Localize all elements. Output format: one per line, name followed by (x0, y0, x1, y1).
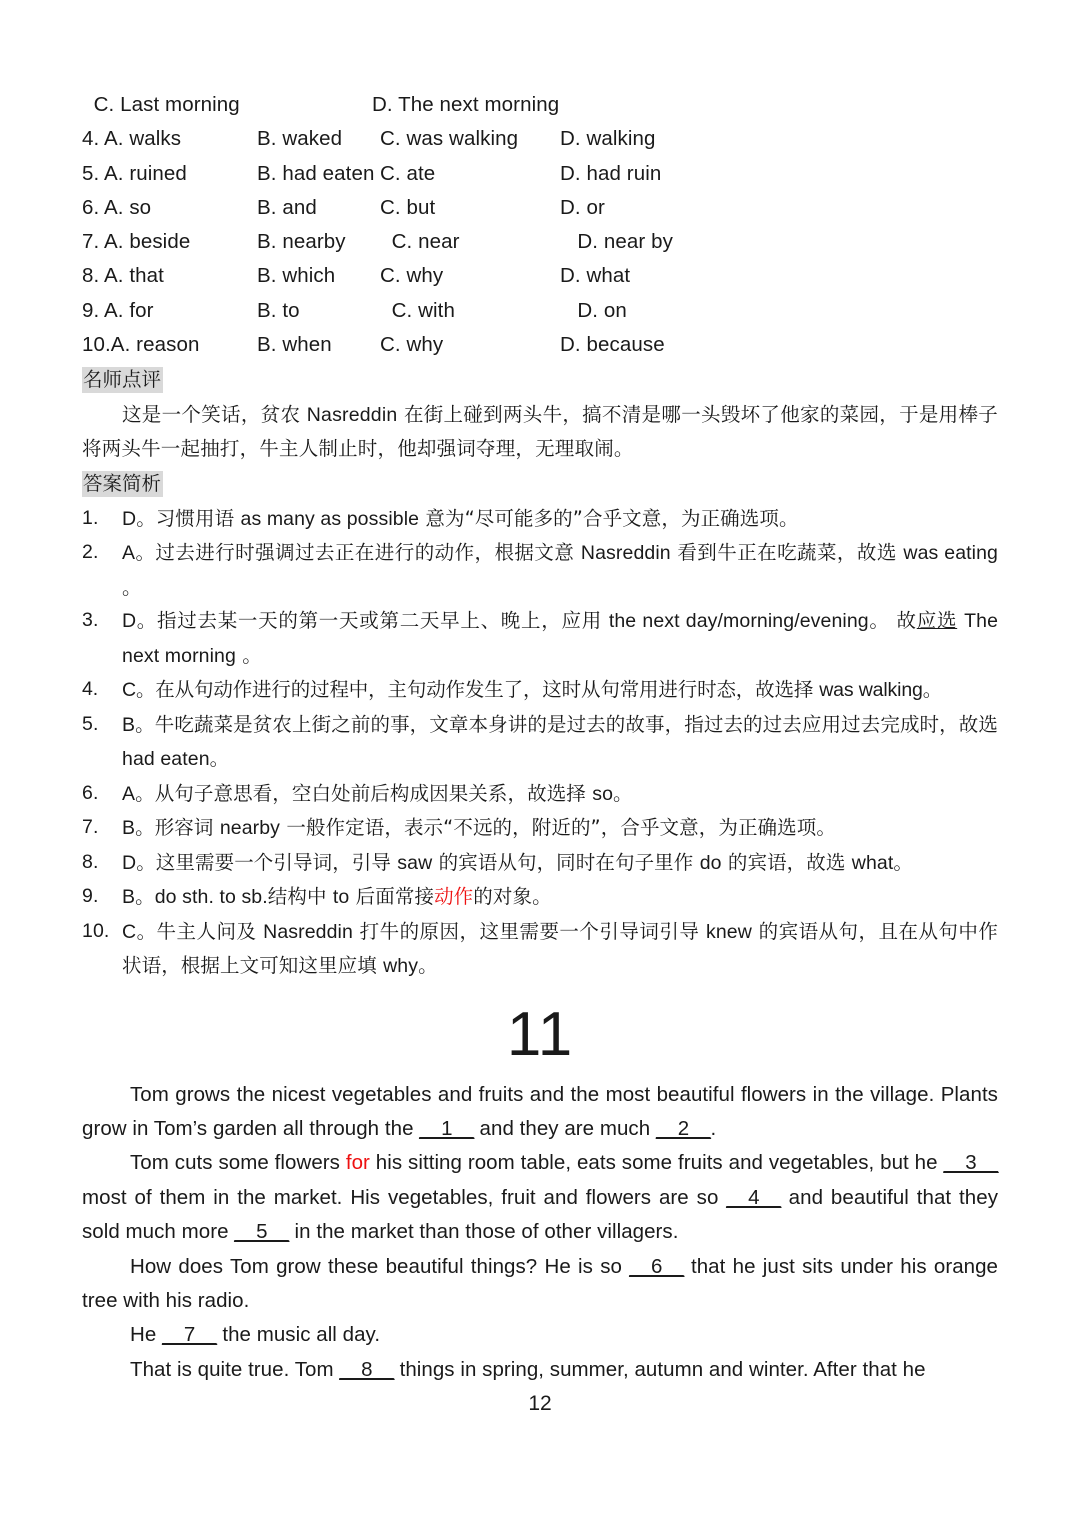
answer-item-segment: 。习惯用语 (136, 506, 241, 530)
answer-item-segment: 。过去进行时强调过去正在进行的动作，根据文意 (135, 541, 581, 565)
answer-item-segment: 。 (418, 954, 438, 978)
answer-analysis-heading-label: 答案简析 (83, 472, 162, 496)
answer-item-letter: B (122, 713, 136, 736)
mc-option-cell: D. or (560, 195, 605, 219)
answer-item-segment: Nasreddin (263, 920, 353, 943)
answer-item-segment: do (699, 851, 722, 874)
passage-segment: the music all day. (216, 1323, 381, 1347)
answer-item-segment: the next day/morning/evening (608, 610, 869, 633)
passage-blank: __2__ (655, 1116, 711, 1140)
answer-item-segment: 打牛的原因，这里需要一个引导词引导 (352, 919, 706, 943)
answer-item-letter: D (122, 507, 137, 530)
teacher-comment-text-2: 在街上碰到两头牛，搞不清是哪一头毁坏了他家的菜园，于是用棒子将两头牛一起抽打，牛主人制止时，他却强词夺理，无理取闹。 (82, 402, 998, 460)
passage-segment: his sitting room table, eats some fruits and vegetables, but he (369, 1151, 944, 1175)
passage-segment: . (710, 1116, 717, 1140)
answer-analysis-heading (82, 467, 998, 501)
answer-analysis-item (82, 880, 998, 915)
answer-item-number: 7. (82, 816, 99, 839)
answer-item-segment: 一般作定语，表示“不远的，附近的”，合乎文意，为正确选项。 (280, 816, 836, 840)
passage-segment: for (345, 1151, 370, 1175)
answer-item-segment: saw (397, 851, 433, 874)
answer-item-letter: C (122, 679, 136, 702)
answer-item-segment: 。形容词 (135, 816, 220, 840)
answer-item-segment: Nasreddin (580, 542, 671, 565)
mc-option-cell: C. with (380, 298, 455, 322)
answer-analysis-item (82, 846, 998, 881)
mc-option-row (82, 122, 998, 156)
answer-item-number: 9. (82, 885, 99, 908)
multiple-choice-block (82, 88, 998, 362)
answer-item-segment: 。 (922, 678, 943, 702)
answer-item-segment: 的宾语从句，同时在句子里作 (432, 850, 700, 874)
mc-option-cell: B. when (257, 333, 332, 357)
passage-blank: __6__ (629, 1254, 684, 1278)
mc-option-row (82, 88, 998, 122)
passage-blank: __1__ (419, 1116, 474, 1140)
mc-option-cell: D. The next morning (372, 93, 560, 116)
mc-option-cell: C. Last morning (82, 93, 240, 116)
answer-item-segment: was eating (903, 542, 998, 565)
answer-item-segment: as many as possible (240, 507, 420, 530)
passage-segment: and beautiful that they sold much more (82, 1185, 998, 1244)
mc-option-cell: B. nearby (257, 230, 346, 254)
mc-option-row (82, 225, 998, 259)
teacher-comment-heading (82, 363, 998, 397)
answer-item-segment: 的对象。 (473, 885, 552, 909)
answer-item-segment: 看到牛正在吃蔬菜，故选 (670, 541, 904, 565)
passage-segment: in the market than those of other villagers. (288, 1220, 679, 1244)
answer-item-number: 4. (82, 678, 98, 701)
answer-item-segment: 。从句子意思看，空白处前后构成因果关系，故选择 (135, 781, 593, 805)
passage-paragraph (82, 1146, 998, 1249)
answer-item-segment: 。 (135, 885, 155, 909)
passage-blank: __8__ (339, 1357, 394, 1381)
mc-option-row (82, 191, 998, 225)
mc-option-cell: 10.A. reason (82, 333, 200, 357)
answer-item-letter: B (122, 886, 136, 909)
answer-item-letter: A (122, 782, 136, 805)
answer-item-number: 1. (82, 506, 99, 529)
answer-item-segment: 动作 (434, 885, 474, 909)
answer-item-letter: B (122, 817, 136, 840)
answer-item-segment: so (592, 782, 614, 805)
answer-analysis-item (82, 777, 998, 812)
answer-analysis-list (82, 502, 998, 984)
answer-item-segment: 。 (235, 643, 262, 667)
answer-item-segment: 结构中 (267, 885, 333, 909)
answer-analysis-item (82, 502, 998, 537)
chapter-number: 11 (506, 999, 574, 1069)
mc-option-cell: D. what (560, 264, 631, 288)
answer-item-segment: had eaten (122, 748, 210, 771)
answer-item-segment: 。 (613, 781, 633, 805)
passage-segment: and they are much (473, 1116, 656, 1140)
passage-segment: Tom cuts some flowers (130, 1151, 346, 1175)
passage-blank: __7__ (162, 1323, 217, 1347)
mc-option-row (82, 328, 998, 362)
answer-item-segment: 。 (122, 575, 142, 599)
answer-analysis-item (82, 673, 998, 708)
mc-option-cell: D. near by (560, 230, 673, 254)
answer-item-segment: was walking (819, 679, 923, 702)
mc-option-row (82, 294, 998, 328)
teacher-comment-heading-label: 名师点评 (83, 368, 162, 392)
passage-paragraph (82, 1250, 998, 1319)
answer-item-segment: 应选 (916, 609, 958, 633)
answer-item-segment: 。 故 (868, 609, 917, 633)
mc-option-cell: 9. A. for (82, 298, 154, 322)
teacher-comment-name: Nasreddin (306, 403, 398, 426)
answer-item-letter: A (122, 542, 136, 565)
passage-blank: __4__ (726, 1185, 781, 1209)
answer-item-segment: knew (705, 920, 752, 943)
mc-option-cell: B. to (257, 298, 300, 322)
mc-option-cell: 4. A. walks (82, 127, 182, 151)
answer-item-letter: C (122, 920, 137, 943)
page-content (82, 88, 998, 1387)
mc-option-cell: C. but (380, 195, 436, 219)
teacher-comment-body (82, 398, 998, 467)
answer-item-segment: 。牛主人问及 (136, 919, 264, 943)
mc-option-cell: 6. A. so (82, 195, 152, 219)
passage-paragraph (82, 1078, 998, 1147)
answer-item-segment: 。牛吃蔬菜是贫农上街之前的事，文章本身讲的是过去的故事，指过去的过去应用过去完成时，故选 (135, 712, 998, 736)
mc-option-cell: B. had eaten (257, 161, 375, 185)
answer-item-segment: 。这里需要一个引导词，引导 (136, 850, 398, 874)
reading-passage (82, 1078, 998, 1388)
page-footer (0, 1392, 1080, 1416)
answer-item-segment: 。指过去某一天的第一天或第二天早上、晚上，应用 (136, 609, 609, 633)
answer-item-number: 5. (82, 712, 99, 735)
answer-analysis-item (82, 604, 998, 673)
mc-option-row (82, 157, 998, 191)
answer-item-number: 3. (82, 609, 99, 632)
answer-analysis-item (82, 708, 998, 777)
mc-option-cell: D. walking (560, 127, 656, 151)
answer-item-segment: to (332, 886, 350, 909)
answer-item-segment: why (383, 955, 419, 978)
mc-option-cell: D. on (560, 298, 627, 322)
answer-item-segment: 。 (893, 850, 913, 874)
mc-option-cell: 5. A. ruined (82, 161, 187, 185)
mc-option-cell: B. and (257, 195, 317, 219)
passage-segment: How does Tom grow these beautiful things? He is so (130, 1254, 630, 1278)
answer-item-segment: 后面常接 (349, 885, 435, 909)
mc-option-cell: B. waked (257, 127, 343, 151)
passage-segment: things in spring, summer, autumn and winter. After that he (393, 1357, 926, 1381)
answer-analysis-item (82, 915, 998, 984)
mc-option-cell: C. why (380, 333, 444, 357)
mc-option-cell: 8. A. that (82, 264, 164, 288)
answer-item-segment: do sth. to sb. (154, 886, 268, 909)
answer-item-number: 6. (82, 781, 99, 804)
passage-segment: That is quite true. Tom (130, 1357, 340, 1381)
answer-item-letter: D (122, 610, 137, 633)
answer-item-segment: what (851, 851, 894, 874)
answer-item-number: 10. (82, 919, 110, 942)
passage-segment: Tom grows the nicest vegetables and fruits and the most beautiful flowers in the village. Plants grow in Tom’s garden all through the (82, 1082, 998, 1140)
mc-option-cell: C. why (380, 264, 444, 288)
answer-item-segment: The next morning (122, 610, 999, 667)
mc-option-cell: C. was walking (380, 127, 519, 151)
answer-analysis-item (82, 811, 998, 846)
passage-paragraph (82, 1318, 998, 1352)
mc-option-cell: B. which (257, 264, 336, 288)
answer-item-segment: 。 (209, 747, 230, 771)
mc-option-cell: C. ate (380, 161, 436, 185)
mc-option-cell: 7. A. beside (82, 230, 191, 254)
mc-option-cell: D. had ruin (560, 161, 662, 185)
answer-item-number: 8. (82, 850, 99, 873)
passage-blank: __5__ (234, 1220, 289, 1244)
passage-segment: most of them in the market. His vegetables, fruit and flowers are so (82, 1185, 727, 1209)
answer-item-segment: 的宾语从句，且在从句中作状语，根据上文可知这里应填 (122, 919, 998, 978)
mc-option-cell: C. near (380, 230, 460, 254)
answer-item-segment: nearby (219, 817, 281, 840)
answer-item-number: 2. (82, 541, 99, 564)
mc-option-cell: D. because (560, 333, 665, 357)
passage-segment: that he just sits under his orange tree with his radio. (82, 1254, 998, 1312)
answer-analysis-item (82, 536, 998, 604)
answer-item-segment: 的宾语，故选 (721, 850, 852, 874)
passage-paragraph (82, 1353, 998, 1387)
page-number: 12 (528, 1392, 552, 1415)
answer-item-letter: D (122, 851, 137, 874)
passage-segment: He (130, 1323, 163, 1347)
teacher-comment-text-1: 这是一个笑话，贫农 (122, 402, 307, 426)
answer-item-segment: 。在从句动作进行的过程中，主句动作发生了，这时从句常用进行时态，故选择 (135, 678, 820, 702)
answer-item-segment: 意为“尽可能多的”合乎文意，为正确选项。 (419, 506, 799, 530)
passage-blank: __3__ (943, 1151, 998, 1175)
mc-option-row (82, 259, 998, 293)
